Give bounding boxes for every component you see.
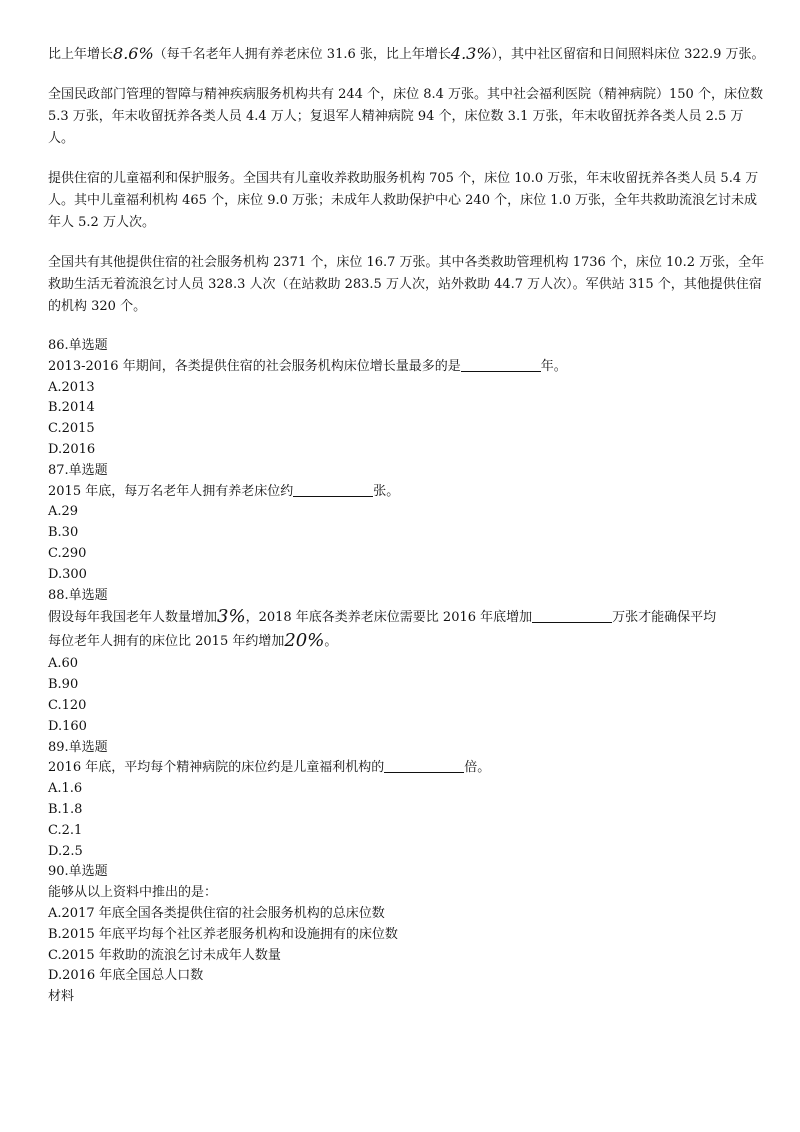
question-87 [48,461,768,586]
intro-paragraph-2: 全国民政部门管理的智障与精神疾病服务机构共有 244 个，床位 8.4 万张。其中社会福利医院（精神病院）150 个，床位数 5.3 万张，年末收留抚养各类人员 4.4 万人；复退军人精神病院 94 个，床位数 3.1 万张，年末收留抚养各类人员 2.5 万人。 [48,87,763,146]
question-86 [48,336,768,461]
option-c[interactable]: C.120 [48,697,87,713]
text-span: 2013-2016 年期间，各类提供住宿的社会服务机构床位增长量最多的是 [48,358,461,374]
text-span: 比上年增长 [48,47,114,62]
math-formula: 20% [284,630,325,652]
option-c[interactable]: C.2015 年救助的流浪乞讨未成年人数量 [48,947,281,963]
option-d[interactable]: D.300 [48,566,87,582]
text-span: 2015 年底，每万名老年人拥有养老床位约 [48,483,294,499]
option-b[interactable]: B.2014 [48,400,95,416]
text-span: ），其中社区留宿和日间照料床位 322.9 万张。 [491,47,765,62]
spacer [48,66,768,84]
option-d[interactable]: D.2016 [48,441,96,457]
question-90 [48,862,768,987]
question-88 [48,586,768,738]
question-stem-continued [48,630,768,654]
math-formula: 3% [217,606,246,628]
option-a[interactable]: A.2017 年底全国各类提供住宿的社会服务机构的总床位数 [48,905,385,921]
spacer [48,318,768,336]
option-d[interactable]: D.2.5 [48,843,83,859]
text-span: （每千名老年人拥有养老床位 31.6 张，比上年增长 [153,47,451,62]
option-b[interactable]: B.1.8 [48,801,83,817]
option-b[interactable]: B.90 [48,677,79,693]
question-89 [48,738,768,863]
text-span: 2016 年底，平均每个精神病院的床位约是儿童福利机构的 [48,760,385,776]
intro-paragraph-4: 全国共有其他提供住宿的社会服务机构 2371 个，床位 16.7 万张。其中各类救助管理机构 1736 个，床位 10.2 万张，全年救助生活无着流浪乞讨人员 328.3 人次（在站救助 283.5 万人次，站外救助 44.7 万人次）。军供站 315 个，其他提供住宿的机构 320 个。 [48,255,765,314]
option-b[interactable]: B.30 [48,525,79,541]
question-header: 88.单选题 [48,587,108,603]
option-b[interactable]: B.2015 年底平均每个社区养老服务机构和设施拥有的床位数 [48,926,398,942]
option-c[interactable]: C.290 [48,545,87,561]
question-stem [48,758,768,779]
math-formula: 8.6% [113,44,154,63]
answer-blank[interactable] [293,484,373,497]
question-header: 89.单选题 [48,739,108,755]
option-d[interactable]: D.160 [48,718,87,734]
text-span: 年。 [540,358,567,374]
question-stem [48,357,768,378]
intro-paragraph-3: 提供住宿的儿童福利和保护服务。全国共有儿童收养救助服务机构 705 个，床位 10.0 万张，年末收留抚养各类人员 5.4 万人。其中儿童福利机构 465 个，床位 9.0 万张；未成年人救助保护中心 240 个，床位 1.0 万张，全年共救助流浪乞讨未成年人 5.2 万人次。 [48,171,759,230]
text-span: 万张才能确保平均 [612,610,717,626]
text-span: 张。 [373,483,400,499]
spacer [48,150,768,168]
spacer [48,234,768,252]
math-formula: 4.3% [450,44,492,63]
option-a[interactable]: A.29 [48,504,79,520]
question-header: 86.单选题 [48,338,108,353]
text-span: 假设每年我国老年人数量增加 [48,610,218,626]
text-span: ，2018 年底各类养老床位需要比 2016 年底增加 [245,610,533,626]
text-span: 倍。 [464,760,491,776]
option-d[interactable]: D.2016 年底全国总人口数 [48,968,204,984]
answer-blank[interactable] [461,359,541,372]
question-stem [48,606,768,630]
question-header: 87.单选题 [48,462,108,478]
option-a[interactable]: A.1.6 [48,781,83,797]
text-span: 每位老年人拥有的床位比 2015 年约增加 [48,634,285,650]
option-c[interactable]: C.2.1 [48,822,83,838]
option-c[interactable]: C.2015 [48,421,95,437]
document-page [48,44,768,1008]
section-footer-label: 材料 [48,989,75,1005]
question-header: 90.单选题 [48,864,108,880]
text-span: 。 [324,634,338,650]
question-stem [48,482,768,503]
answer-blank[interactable] [532,610,612,623]
question-stem: 能够从以上资料中推出的是： [48,885,218,901]
option-a[interactable]: A.60 [48,656,79,672]
answer-blank[interactable] [384,760,464,773]
option-a[interactable]: A.2013 [48,379,95,395]
intro-paragraph-1 [48,44,768,66]
